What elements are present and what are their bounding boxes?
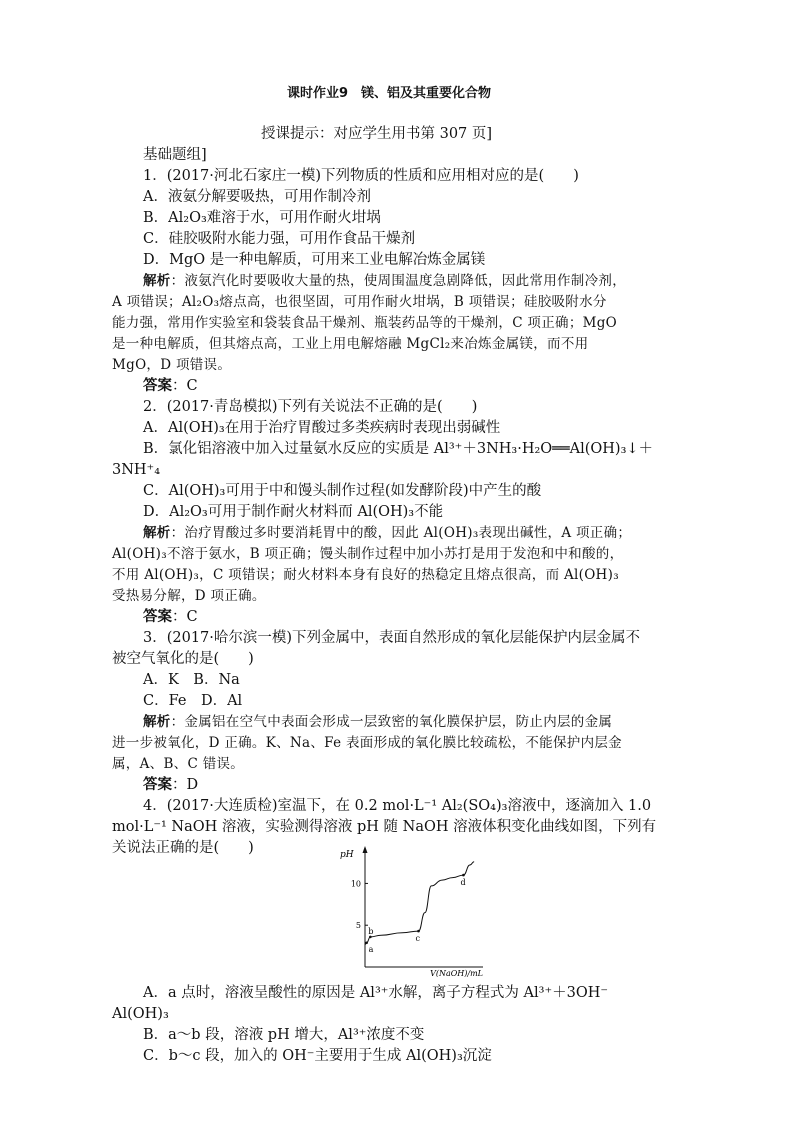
explanation-label: 解析 [143,273,171,289]
question-1-option-d: D．MgO 是一种电解质，可用来工业电解冶炼金属镁 [143,252,486,268]
question-3-explanation-line: 属，A、B、C 错误。 [112,756,245,772]
explanation-label: 解析 [143,714,171,730]
page-title: 课时作业9 镁、铝及其重要化合物 [287,86,492,101]
point-label-c: c [415,934,420,944]
question-1-answer: 答案：C [143,377,198,394]
point-b [369,936,372,939]
question-2-explanation-line: 受热易分解，D 项正确。 [112,588,266,604]
question-1-stem: 1．(2017·河北石家庄一模)下列物质的性质和应用相对应的是( ) [143,168,579,184]
question-3-answer: 答案：D [143,776,199,793]
question-1-explanation-line: 能力强，常用作实验室和袋装食品干燥剂、瓶装药品等的干燥剂，C 项正确；MgO [112,315,618,331]
question-3-explanation: 解析：金属铝在空气中表面会形成一层致密的氧化膜保护层，防止内层的金属 [143,714,613,730]
ph-curve [365,862,474,945]
question-2-option-b-cont: 3NH⁺₄ [112,462,161,478]
question-2-explanation-line: 不用 Al(OH)₃，C 项错误；耐火材料本身有良好的热稳定且熔点很高，而 Al(OH)₃ [112,567,619,583]
question-1-explanation-line: 是一种电解质，但其熔点高，工业上用电解熔融 MgCl₂来冶炼金属镁，而不用 [112,336,589,352]
question-2-option-b: B．氯化铝溶液中加入过量氨水反应的实质是 Al³⁺＋3NH₃·H₂O══Al(OH)₃↓＋ [143,441,654,457]
question-4-option-b: B．a～b 段，溶液 pH 增大，Al³⁺浓度不变 [143,1027,425,1043]
answer-label: 答案 [143,608,172,625]
point-a [365,941,368,944]
point-label-a: a [368,944,374,954]
question-3-options-ab: A．K B．Na [143,672,240,688]
x-axis-label: V(NaOH)/mL [430,969,483,977]
y-tick-label: 5 [355,921,361,931]
question-3-options-cd: C．Fe D．Al [143,693,243,709]
question-4-stem: 4．(2017·大连质检)室温下，在 0.2 mol·L⁻¹ Al₂(SO₄)₃溶液中，逐滴加入 1.0 [143,798,652,814]
answer-label: 答案 [143,776,172,793]
question-3-stem: 3．(2017·哈尔滨一模)下列金属中，表面自然形成的氧化层能保护内层金属不 [143,630,641,646]
question-1-explanation-line: MgO，D 项错误。 [112,357,232,373]
question-2-option-a: A．Al(OH)₃在用于治疗胃酸过多类疾病时表现出弱碱性 [143,420,501,436]
point-c [417,930,420,933]
question-4-option-c: C．b～c 段，加入的 OH⁻主要用于生成 Al(OH)₃沉淀 [143,1048,492,1064]
ph-titration-graph [337,842,487,977]
point-label-d: d [460,878,466,888]
question-1-option-a: A．液氨分解要吸热，可用作制冷剂 [143,189,371,205]
point-label-b: b [368,926,374,936]
question-2-answer: 答案：C [143,608,198,625]
question-3-stem-cont: 被空气氧化的是( ) [112,651,254,667]
question-2-explanation: 解析：治疗胃酸过多时要消耗胃中的酸，因此 Al(OH)₃表现出碱性，A 项正确； [143,525,632,541]
answer-label: 答案 [143,377,172,394]
question-2-option-c: C．Al(OH)₃可用于中和馒头制作过程(如发酵阶段)中产生的酸 [143,483,542,499]
point-d [462,874,465,877]
lesson-hint: 授课提示：对应学生用书第 307 页] [261,126,493,142]
group-heading: 基础题组] [143,147,207,163]
question-4-stem-cont: 关说法正确的是( ) [112,840,254,856]
question-2-explanation-line: Al(OH)₃不溶于氨水，B 项正确；馒头制作过程中加小苏打是用于发泡和中和酸的， [112,546,624,562]
question-2-option-d: D．Al₂O₃可用于制作耐火材料而 Al(OH)₃不能 [143,504,444,520]
question-4-option-a: A．a 点时，溶液呈酸性的原因是 Al³⁺水解，离子方程式为 Al³⁺＋3OH⁻ [143,985,609,1001]
question-2-stem: 2．(2017·青岛模拟)下列有关说法不正确的是( ) [143,399,478,415]
y-tick-label: 10 [350,879,361,889]
question-1-option-b: B．Al₂O₃难溶于水，可用作耐火坩埚 [143,210,381,226]
explanation-label: 解析 [143,525,171,541]
question-4-option-a-cont: Al(OH)₃ [112,1006,169,1022]
question-1-explanation-line: A 项错误；Al₂O₃熔点高，也很坚固，可用作耐火坩埚，B 项错误；硅胶吸附水分 [112,294,607,310]
question-4-stem-cont: mol·L⁻¹ NaOH 溶液，实验测得溶液 pH 随 NaOH 溶液体积变化曲线如图，下列有 [112,819,657,835]
y-axis-arrow [363,846,368,853]
question-1-explanation: 解析：液氨汽化时要吸收大量的热，使周围温度急剧降低，因此常用作制冷剂， [143,273,627,289]
y-axis-label: pH [340,850,354,860]
question-3-explanation-line: 进一步被氧化，D 正确。K、Na、Fe 表面形成的氧化膜比较疏松，不能保护内层金 [112,735,622,751]
question-1-option-c: C．硅胶吸附水能力强，可用作食品干燥剂 [143,231,416,247]
